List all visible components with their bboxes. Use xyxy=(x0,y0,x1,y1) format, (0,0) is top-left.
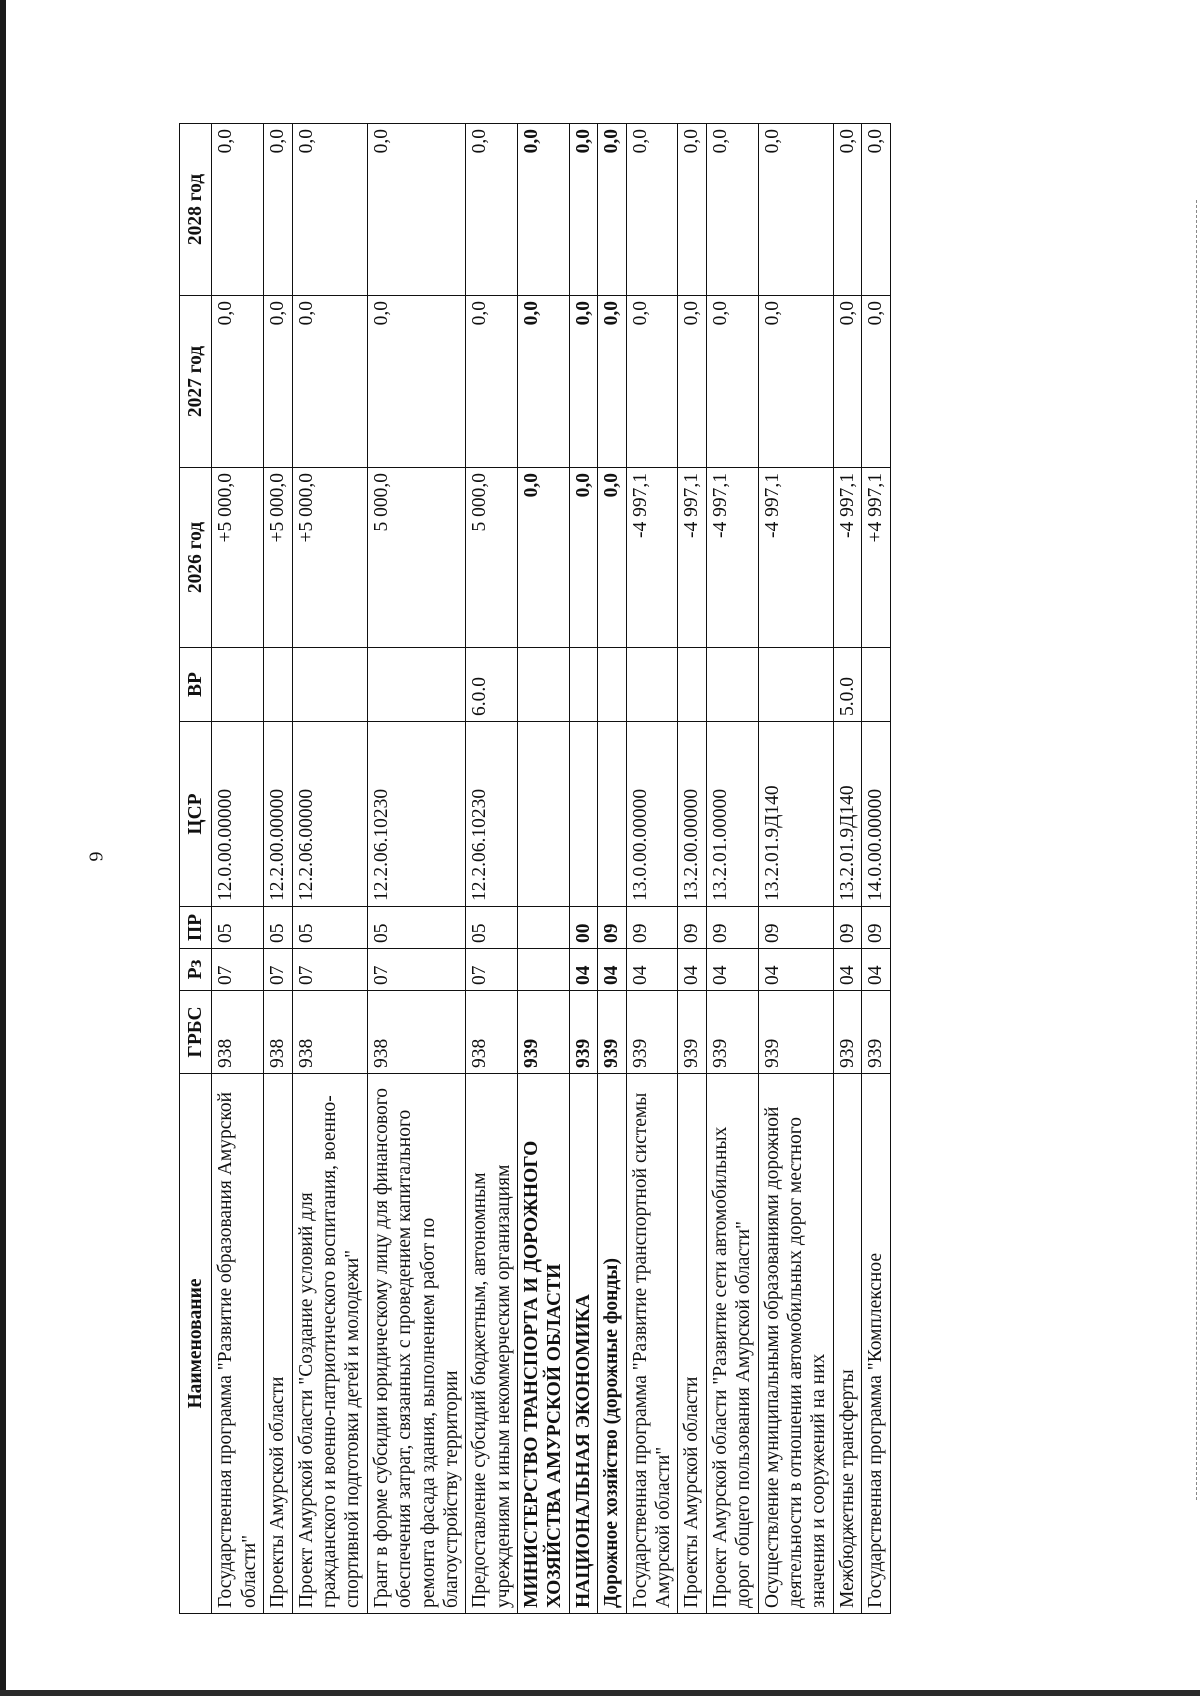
cell-y2026: 5 000,0 xyxy=(367,468,466,648)
table-row xyxy=(598,124,626,1614)
cell-y2028: 0,0 xyxy=(678,124,706,296)
cell-vr: 5.0.0 xyxy=(833,648,861,722)
cell-y2028: 0,0 xyxy=(466,124,518,296)
cell-rz xyxy=(518,949,570,991)
cell-csr xyxy=(569,722,597,907)
cell-csr: 13.2.01.9Д140 xyxy=(833,722,861,907)
cell-y2027: 0,0 xyxy=(569,296,597,468)
cell-name: Государственная программа "Развитие транспортной системы Амурской области" xyxy=(626,1074,678,1614)
cell-csr: 13.2.00.00000 xyxy=(678,722,706,907)
cell-grbs: 939 xyxy=(518,991,570,1074)
cell-grbs: 939 xyxy=(833,991,861,1074)
header-2026: 2026 год xyxy=(180,468,212,648)
cell-y2028: 0,0 xyxy=(292,124,367,296)
cell-pr: 09 xyxy=(626,907,678,949)
cell-pr: 09 xyxy=(706,907,758,949)
cell-y2026: -4 997,1 xyxy=(626,468,678,648)
table-body xyxy=(212,124,890,1614)
cell-csr xyxy=(598,722,626,907)
cell-csr: 14.0.00.00000 xyxy=(862,722,890,907)
table-row xyxy=(706,124,758,1614)
cell-name: Государственная программа "Комплексное xyxy=(862,1074,890,1614)
cell-y2027: 0,0 xyxy=(758,296,833,468)
cell-vr: 6.0.0 xyxy=(466,648,518,722)
cell-y2026: 0,0 xyxy=(569,468,597,648)
cell-y2027: 0,0 xyxy=(367,296,466,468)
cell-csr: 12.2.06.10230 xyxy=(367,722,466,907)
cell-name: Проект Амурской области "Развитие сети автомобильных дорог общего пользования Амурской области" xyxy=(706,1074,758,1614)
header-rz: Рз xyxy=(180,949,212,991)
cell-y2026: +4 997,1 xyxy=(862,468,890,648)
cell-name: НАЦИОНАЛЬНАЯ ЭКОНОМИКА xyxy=(569,1074,597,1614)
table-row xyxy=(292,124,367,1614)
cell-y2026: -4 997,1 xyxy=(833,468,861,648)
cell-y2028: 0,0 xyxy=(626,124,678,296)
cell-y2026: +5 000,0 xyxy=(212,468,264,648)
cell-y2028: 0,0 xyxy=(569,124,597,296)
cell-y2028: 0,0 xyxy=(264,124,292,296)
table-row xyxy=(758,124,833,1614)
cell-grbs: 938 xyxy=(212,991,264,1074)
scan-edge-bottom xyxy=(0,1690,1200,1696)
cell-vr xyxy=(706,648,758,722)
cell-vr xyxy=(598,648,626,722)
cell-y2028: 0,0 xyxy=(598,124,626,296)
cell-vr xyxy=(367,648,466,722)
cell-name: Предоставление субсидий бюджетным, автономным учреждениям и иным некоммерческим организациям xyxy=(466,1074,518,1614)
cell-grbs: 938 xyxy=(264,991,292,1074)
cell-csr: 12.2.00.00000 xyxy=(264,722,292,907)
cell-y2027: 0,0 xyxy=(833,296,861,468)
table-row xyxy=(678,124,706,1614)
header-vr: ВР xyxy=(180,648,212,722)
budget-table xyxy=(179,123,891,1614)
cell-grbs: 939 xyxy=(706,991,758,1074)
cell-pr: 05 xyxy=(367,907,466,949)
cell-y2026: 0,0 xyxy=(598,468,626,648)
table-row xyxy=(466,124,518,1614)
cell-vr xyxy=(292,648,367,722)
cell-name: Осуществление муниципальными образованиями дорожной деятельности в отношении автомобильных дорог местного значения и сооружений на них xyxy=(758,1074,833,1614)
cell-vr xyxy=(758,648,833,722)
cell-rz: 07 xyxy=(264,949,292,991)
table-row xyxy=(862,124,890,1614)
cell-rz: 04 xyxy=(598,949,626,991)
cell-pr: 09 xyxy=(758,907,833,949)
cell-y2028: 0,0 xyxy=(758,124,833,296)
cell-pr xyxy=(518,907,570,949)
cell-y2026: +5 000,0 xyxy=(292,468,367,648)
cell-y2026: -4 997,1 xyxy=(678,468,706,648)
cell-pr: 05 xyxy=(292,907,367,949)
table-row xyxy=(569,124,597,1614)
cell-vr xyxy=(518,648,570,722)
cell-y2026: +5 000,0 xyxy=(264,468,292,648)
cell-rz: 07 xyxy=(212,949,264,991)
table-row xyxy=(212,124,264,1614)
cell-pr: 09 xyxy=(833,907,861,949)
cell-y2026: 0,0 xyxy=(518,468,570,648)
cell-grbs: 939 xyxy=(598,991,626,1074)
header-grbs: ГРБС xyxy=(180,991,212,1074)
header-name: Наименование xyxy=(180,1074,212,1614)
table-row xyxy=(833,124,861,1614)
cell-grbs: 938 xyxy=(292,991,367,1074)
cell-grbs: 939 xyxy=(569,991,597,1074)
cell-y2028: 0,0 xyxy=(862,124,890,296)
header-2028: 2028 год xyxy=(180,124,212,296)
cell-grbs: 938 xyxy=(466,991,518,1074)
table-header-row xyxy=(180,124,212,1614)
table-row xyxy=(626,124,678,1614)
cell-y2027: 0,0 xyxy=(212,296,264,468)
cell-y2027: 0,0 xyxy=(706,296,758,468)
cell-rz: 07 xyxy=(367,949,466,991)
cell-vr xyxy=(569,648,597,722)
cell-name: МИНИСТЕРСТВО ТРАНСПОРТА И ДОРОЖНОГО ХОЗЯЙСТВА АМУРСКОЙ ОБЛАСТИ xyxy=(518,1074,570,1614)
cell-pr: 05 xyxy=(466,907,518,949)
cell-grbs: 939 xyxy=(862,991,890,1074)
header-csr: ЦСР xyxy=(180,722,212,907)
cell-rz: 07 xyxy=(466,949,518,991)
cell-csr: 13.2.01.9Д140 xyxy=(758,722,833,907)
cell-csr: 13.2.01.00000 xyxy=(706,722,758,907)
cell-csr: 13.0.00.00000 xyxy=(626,722,678,907)
cell-y2027: 0,0 xyxy=(292,296,367,468)
cell-csr: 12.0.00.00000 xyxy=(212,722,264,907)
cell-y2026: -4 997,1 xyxy=(706,468,758,648)
cell-y2028: 0,0 xyxy=(706,124,758,296)
cell-y2027: 0,0 xyxy=(862,296,890,468)
budget-table-container xyxy=(179,124,891,1614)
cell-rz: 04 xyxy=(626,949,678,991)
cell-y2028: 0,0 xyxy=(212,124,264,296)
cell-name: Государственная программа "Развитие образования Амурской области" xyxy=(212,1074,264,1614)
cell-vr xyxy=(626,648,678,722)
cell-name: Дорожное хозяйство (дорожные фонды) xyxy=(598,1074,626,1614)
cell-csr: 12.2.06.00000 xyxy=(292,722,367,907)
cell-rz: 04 xyxy=(569,949,597,991)
cell-name: Проект Амурской области "Создание условий для гражданского и военно-патриотического воспитания, военно-спортивной подготовки детей и молодежи" xyxy=(292,1074,367,1614)
cell-name: Проекты Амурской области xyxy=(264,1074,292,1614)
cell-y2026: 5 000,0 xyxy=(466,468,518,648)
table-row xyxy=(367,124,466,1614)
cell-pr: 00 xyxy=(569,907,597,949)
cell-pr: 05 xyxy=(212,907,264,949)
cell-rz: 04 xyxy=(678,949,706,991)
cell-rz: 04 xyxy=(862,949,890,991)
cell-rz: 04 xyxy=(706,949,758,991)
cell-vr xyxy=(678,648,706,722)
cell-name: Межбюджетные трансферты xyxy=(833,1074,861,1614)
cell-y2027: 0,0 xyxy=(518,296,570,468)
cell-rz: 04 xyxy=(833,949,861,991)
cell-csr: 12.2.06.10230 xyxy=(466,722,518,907)
cell-y2027: 0,0 xyxy=(678,296,706,468)
scan-edge-left xyxy=(0,0,6,1696)
cell-y2027: 0,0 xyxy=(598,296,626,468)
cell-y2028: 0,0 xyxy=(833,124,861,296)
cell-rz: 07 xyxy=(292,949,367,991)
cell-grbs: 939 xyxy=(678,991,706,1074)
cell-y2028: 0,0 xyxy=(518,124,570,296)
header-2027: 2027 год xyxy=(180,296,212,468)
cell-y2028: 0,0 xyxy=(367,124,466,296)
scan-edge-right xyxy=(1196,200,1198,1500)
cell-y2026: -4 997,1 xyxy=(758,468,833,648)
cell-grbs: 939 xyxy=(758,991,833,1074)
cell-name: Грант в форме субсидии юридическому лицу для финансового обеспечения затрат, связанных с проведением капитального ремонта фасада здания, выполнением работ по благоустройству территории xyxy=(367,1074,466,1614)
header-pr: ПР xyxy=(180,907,212,949)
cell-pr: 05 xyxy=(264,907,292,949)
page-number: 6 xyxy=(84,851,107,862)
cell-csr xyxy=(518,722,570,907)
cell-vr xyxy=(264,648,292,722)
cell-pr: 09 xyxy=(678,907,706,949)
cell-y2027: 0,0 xyxy=(626,296,678,468)
table-row xyxy=(518,124,570,1614)
table-row xyxy=(264,124,292,1614)
cell-vr xyxy=(862,648,890,722)
cell-pr: 09 xyxy=(862,907,890,949)
cell-vr xyxy=(212,648,264,722)
cell-grbs: 939 xyxy=(626,991,678,1074)
cell-rz: 04 xyxy=(758,949,833,991)
cell-grbs: 938 xyxy=(367,991,466,1074)
cell-y2027: 0,0 xyxy=(466,296,518,468)
cell-name: Проекты Амурской области xyxy=(678,1074,706,1614)
cell-y2027: 0,0 xyxy=(264,296,292,468)
cell-pr: 09 xyxy=(598,907,626,949)
